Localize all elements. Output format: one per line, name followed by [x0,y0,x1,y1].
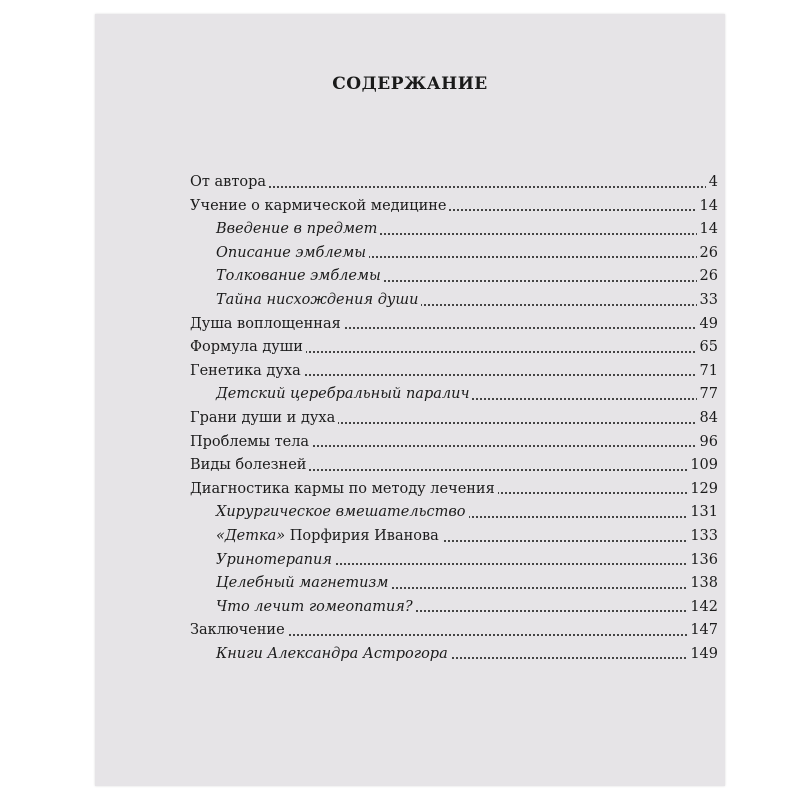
toc-entry-title [216,646,451,662]
toc-entry [190,407,718,431]
toc-entry-title [190,363,304,379]
toc-entry-title [190,481,498,497]
toc-page-number: 147 [687,619,718,643]
toc-entry-title-plain: Порфирия Иванова [285,527,439,544]
toc-entry-title-text: Диагностика кармы по методу лечения [190,480,495,497]
toc-entry-title-text: Виды болезней [190,457,307,474]
toc-entry-title [216,245,369,261]
toc-page-number: 149 [687,643,718,667]
toc-entry-title [216,221,380,237]
toc-page-number: 14 [697,218,718,242]
toc-entry-title [190,316,344,332]
toc-entry-title-text: Что лечит гомеопатия? [216,598,413,615]
toc-entry-title [216,552,335,568]
toc-entry-title-text: Генетика духа [190,362,301,379]
toc-entry-title-text: От автора [190,174,267,190]
toc-entry-title-text: Проблемы тела [190,433,310,450]
toc-page-number: 26 [697,242,718,266]
toc-entry-title [216,292,421,308]
toc-entry [190,454,718,478]
toc-entry-title [216,386,472,402]
toc-subentry [190,501,718,525]
toc-entry-title-text: Уринотерапия [216,551,332,568]
toc-page-number: 109 [687,454,718,478]
dot-leader [190,186,718,188]
toc-entry-title [216,268,384,284]
toc-entry-title [190,339,306,355]
toc-page-number: 77 [697,383,718,407]
toc-subentry [190,643,718,667]
toc-page-number: 142 [687,596,718,620]
toc-entry-title-text: Введение в предмет [216,221,378,238]
toc-page-number: 14 [697,195,718,219]
toc-subentry [190,596,718,620]
toc-page-number: 138 [687,572,718,596]
toc-entry-title-text: Целебный магнетизм [216,575,389,592]
toc-page-number: 49 [697,313,718,337]
toc-entry-title [190,174,269,190]
toc-page-number: 96 [697,431,718,455]
toc-subentry [190,383,718,407]
toc-entry-title [190,622,288,638]
toc-page-number: 65 [697,336,718,360]
toc-entry-title-text: Книги Александра Астрогора [216,645,448,662]
toc-entry [190,619,718,643]
toc-entry-title [190,198,449,214]
toc-entry [190,431,718,455]
page-title: СОДЕРЖАНИЕ [332,74,488,94]
toc-entry-title-text: Описание эмблемы [216,244,367,261]
toc-entry [190,195,718,219]
toc-subentry [190,218,718,242]
toc-page-number: 84 [697,407,718,431]
toc-subentry [190,289,718,313]
toc-entry-title-text: Хирургическое вмешательство [216,504,466,521]
toc-page-number: 26 [697,265,718,289]
toc-subentry [190,525,718,549]
toc-entry [190,171,718,195]
toc-entry-title-text: «Детка» [216,527,286,544]
toc-entry-title-text: Душа воплощенная [190,315,341,332]
toc-entry-title-text: Толкование эмблемы [216,268,381,285]
toc-page-number: 136 [687,549,718,573]
toc-subentry [190,549,718,573]
toc-entry-title [190,457,309,473]
toc-subentry [190,265,718,289]
toc-entry-title [190,434,312,450]
toc-entry [190,336,718,360]
toc-entry-title-text: Грани души и духа [190,409,336,426]
toc-entry-title [216,575,391,591]
toc-page-number: 129 [687,478,718,502]
toc-page-number: 131 [687,501,718,525]
toc-page-number: 33 [697,289,718,313]
toc-entry-title [216,599,416,615]
toc-entry-title [216,528,442,544]
toc-subentry [190,572,718,596]
toc-entry [190,360,718,384]
toc-entry-title-text: Тайна нисхождения души [216,291,419,308]
toc-page-number: 4 [706,171,718,195]
toc-page-number: 133 [687,525,718,549]
toc-entry-title-text: Учение о кармической медицине [190,197,447,214]
table-of-contents [190,171,718,666]
book-page [95,14,725,786]
toc-entry-title [216,504,469,520]
toc-subentry [190,242,718,266]
toc-page-number: 71 [697,360,718,384]
toc-entry [190,478,718,502]
toc-entry-title-text: Детский церебральный паралич [216,386,470,403]
toc-entry-title-text: Заключение [190,622,285,639]
toc-entry [190,313,718,337]
toc-entry-title-text: Формула души [190,339,303,356]
toc-entry-title [190,410,338,426]
